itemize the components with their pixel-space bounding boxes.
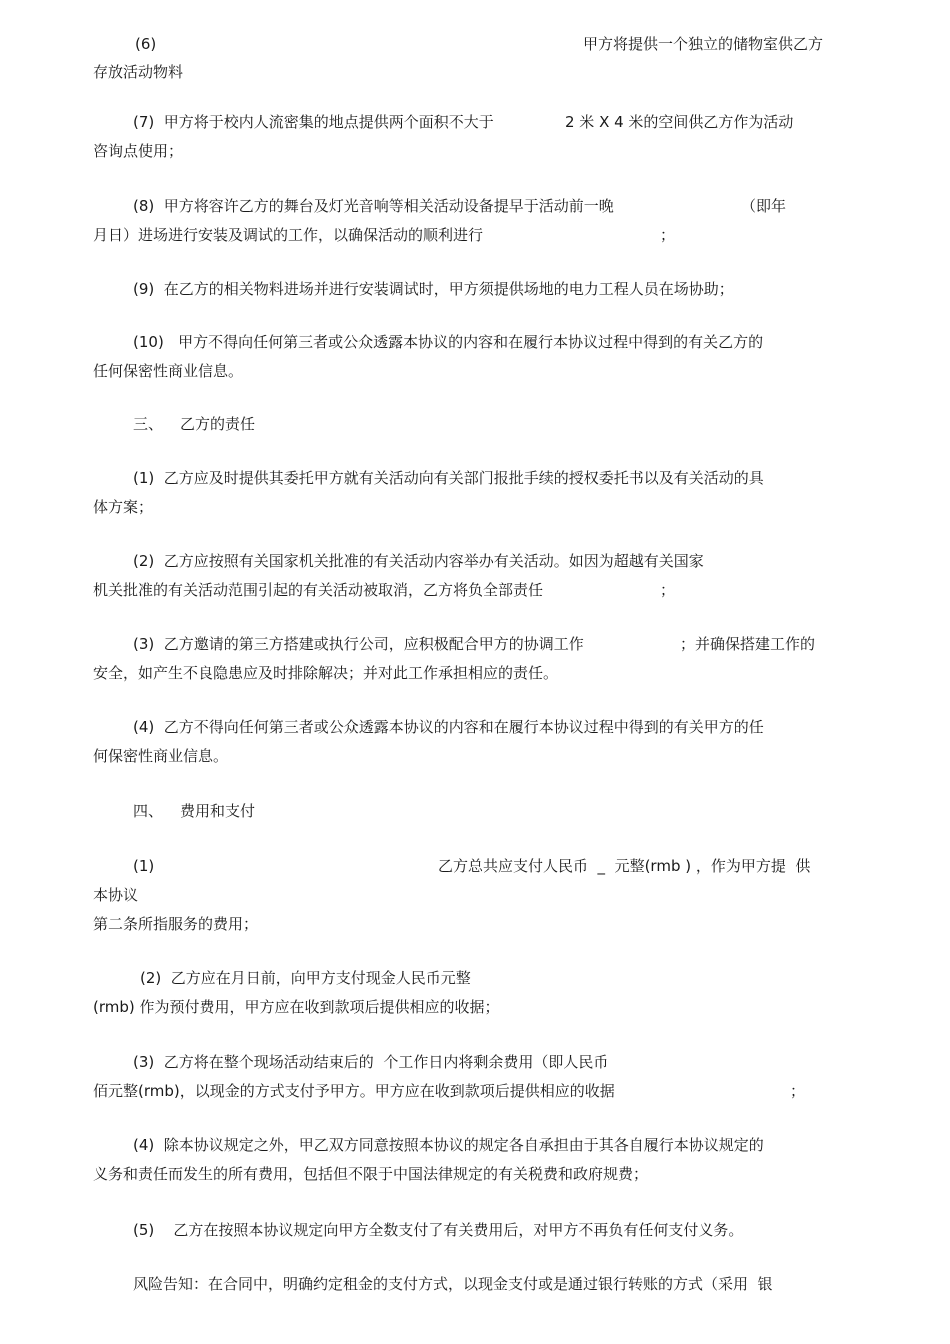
duty-3-text-tail: ；并确保搭建工作的	[680, 635, 816, 653]
clause-6-text-continued: 存放活动物料	[93, 63, 184, 81]
clause-7-text: (7) 甲方将于校内人流密集的地点提供两个面积不大于	[133, 113, 494, 131]
payment-1-text-line3: 第二条所指服务的费用；	[93, 915, 259, 933]
clause-6-number: (6)	[135, 35, 157, 53]
payment-4-text-continued: 义务和责任而发生的所有费用，包括但不限于中国法律规定的有关税费和政府规费；	[93, 1165, 649, 1183]
payment-5-text: (5) 乙方在按照本协议规定向甲方全数支付了有关费用后，对甲方不再负有任何支付义务。	[133, 1221, 744, 1239]
duty-2-text-continued: 机关批准的有关活动范围引起的有关活动被取消，乙方将负全部责任	[93, 581, 544, 599]
clause-7-text-continued: 咨询点使用；	[93, 142, 184, 160]
duty-1-text-continued: 体方案；	[93, 498, 154, 516]
section-3-title: 乙方的责任	[180, 415, 256, 433]
section-4-title: 费用和支付	[180, 802, 256, 820]
clause-8-paren: （即年	[741, 197, 787, 215]
payment-1-text-line2: 本协议	[93, 886, 139, 904]
payment-3-text: (3) 乙方将在整个现场活动结束后的 个工作日内将剩余费用（即人民币	[133, 1053, 609, 1071]
duty-3-text-continued: 安全，如产生不良隐患应及时排除解决；并对此工作承担相应的责任。	[93, 664, 559, 682]
payment-4-text: (4) 除本协议规定之外，甲乙双方同意按照本协议的规定各自承担由于其各自履行本协议规定的	[133, 1136, 764, 1154]
duty-4-text: (4) 乙方不得向任何第三者或公众透露本协议的内容和在履行本协议过程中得到的有关甲方的任	[133, 718, 764, 736]
duty-4-text-continued: 何保密性商业信息。	[93, 747, 229, 765]
payment-3-semicolon: ；	[790, 1082, 806, 1100]
duty-2-text: (2) 乙方应按照有关国家机关批准的有关活动内容举办有关活动。如因为超越有关国家	[133, 552, 704, 570]
section-4-number: 四、	[133, 802, 164, 820]
clause-10-text-continued: 任何保密性商业信息。	[93, 362, 244, 380]
clause-8-semicolon: ；	[660, 226, 676, 244]
duty-2-semicolon: ；	[660, 581, 676, 599]
duty-1-text: (1) 乙方应及时提供其委托甲方就有关活动向有关部门报批手续的授权委托书以及有关活动的具	[133, 469, 764, 487]
section-3-number: 三、	[133, 415, 164, 433]
clause-8-text-continued: 月日）进场进行安装及调试的工作，以确保活动的顺利进行	[93, 226, 484, 244]
risk-notice-text: 风险告知：在合同中，明确约定租金的支付方式，以现金支付或是通过银行转账的方式（采用 银	[133, 1275, 773, 1293]
payment-1-text: 乙方总共应支付人民币 _ 元整(rmb ) ，作为甲方提 供	[438, 857, 811, 875]
payment-2-text: (2) 乙方应在月日前，向甲方支付现金人民币元整	[140, 969, 471, 987]
payment-3-text-continued: 佰元整(rmb)，以现金的方式支付予甲方。甲方应在收到款项后提供相应的收据	[93, 1082, 615, 1100]
clause-7-size: 2 米 X 4 米的空间供乙方作为活动	[565, 113, 794, 131]
clause-9-text: (9) 在乙方的相关物料进场并进行安装调试时，甲方须提供场地的电力工程人员在场协助；	[133, 280, 734, 298]
duty-3-text: (3) 乙方邀请的第三方搭建或执行公司，应积极配合甲方的协调工作	[133, 635, 584, 653]
clause-6-text: 甲方将提供一个独立的储物室供乙方	[583, 35, 824, 53]
clause-8-text: (8) 甲方将容许乙方的舞台及灯光音响等相关活动设备提早于活动前一晚	[133, 197, 614, 215]
clause-10-text: (10) 甲方不得向任何第三者或公众透露本协议的内容和在履行本协议过程中得到的有关乙方的	[133, 333, 764, 351]
payment-2-text-continued: (rmb) 作为预付费用，甲方应在收到款项后提供相应的收据；	[93, 998, 500, 1016]
payment-1-number: (1)	[133, 857, 155, 875]
